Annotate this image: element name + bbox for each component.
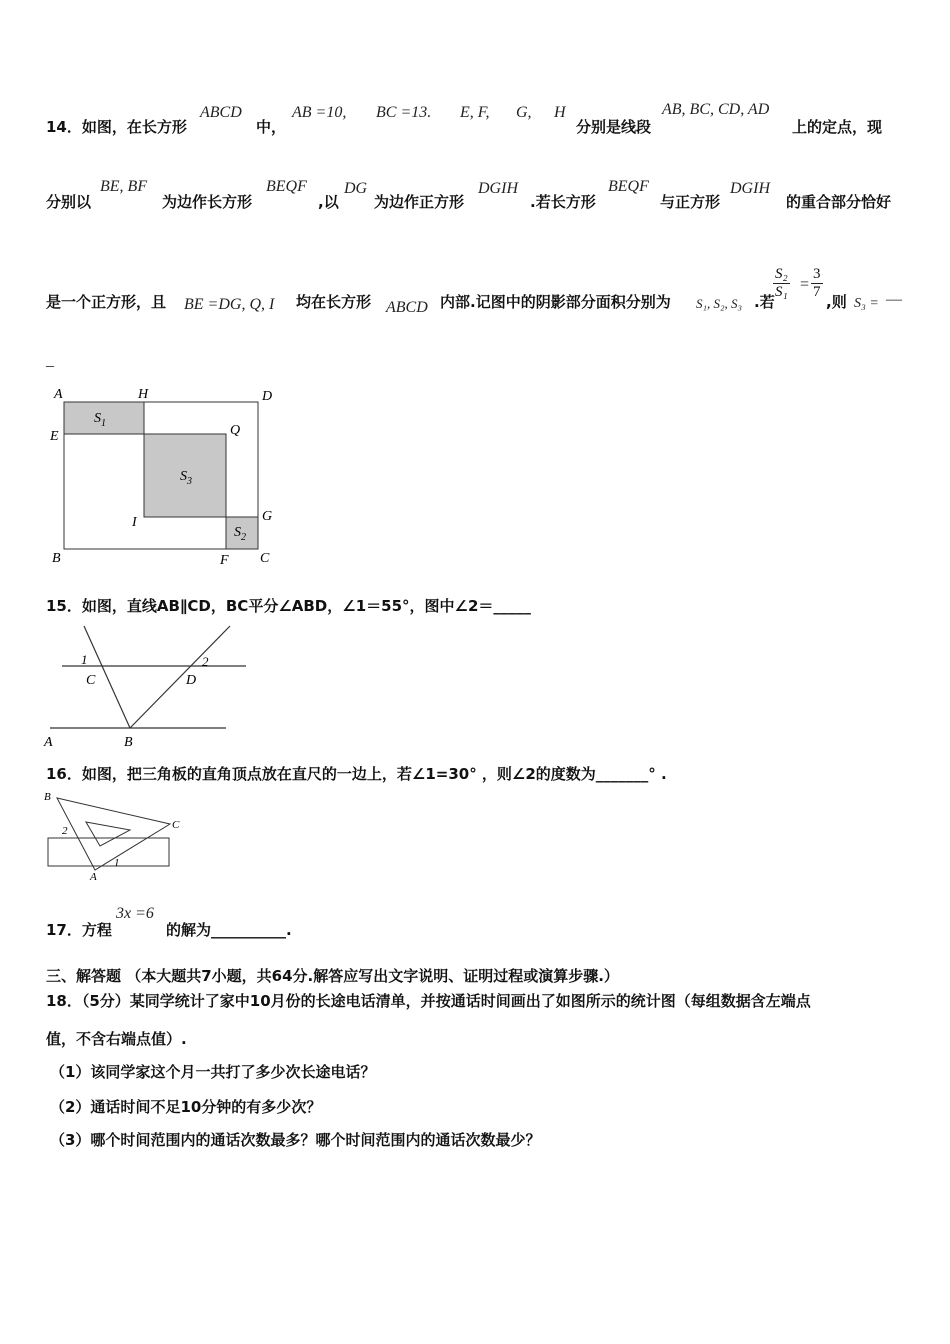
q14-figure — [40, 380, 290, 570]
s2-letter: S — [234, 525, 241, 540]
label-f: F — [220, 553, 229, 568]
q14-l3-t1: 均在长方形 — [296, 293, 372, 311]
label-e: E — [50, 429, 59, 444]
label-b: B — [44, 791, 51, 803]
q14-condition: BE =DG, Q, I — [184, 296, 275, 313]
label-angle-2: 2 — [202, 654, 209, 669]
label-a: A — [44, 735, 53, 750]
label-q: Q — [230, 423, 241, 438]
label-a: A — [54, 387, 63, 402]
q14-l2-t6: 的重合部分恰好 — [786, 193, 892, 211]
q14-fraction-3-7 — [811, 266, 823, 301]
q18-sub2: （2）通话时间不足10分钟的有多少次？ — [50, 1098, 322, 1116]
q14-be-bf: BE, BF — [100, 178, 148, 195]
q14-lead: 14．如图，在长方形 — [46, 118, 187, 136]
q14-frac-num-3: 3 — [813, 266, 821, 282]
q14-l2-t1: 为边作长方形 — [162, 193, 253, 211]
q14-s123: S₁, S₂, S₃ — [696, 296, 743, 311]
label-angle-2: 2 — [62, 825, 68, 837]
label-d: D — [262, 389, 273, 404]
q15-figure — [40, 622, 260, 750]
q14-l2-t3: 为边作正方形 — [374, 193, 465, 211]
q14-mid: 中， — [256, 118, 287, 136]
label-d: D — [186, 673, 197, 688]
q14-abcd: ABCD — [386, 299, 428, 316]
label-angle-1: 1 — [114, 857, 120, 869]
q14-l2-lead: 分别以 — [46, 193, 92, 211]
q14-dgih-2: DGIH — [730, 180, 770, 197]
s1-subscript: 1 — [101, 418, 106, 429]
label-i: I — [132, 515, 137, 530]
q18-line1: 18．（5分）某同学统计了家中10月份的长途电话清单，并按通话时间画出了如图所示的统计图（每组数据含左端点 — [46, 992, 811, 1010]
q17-equation: 3x =6 — [116, 905, 154, 922]
q14-tail: 上的定点，现 — [792, 118, 883, 136]
s1-letter: S — [94, 411, 101, 426]
label-h: H — [138, 387, 149, 402]
s3-letter: S — [180, 469, 187, 484]
s2-subscript: 2 — [241, 532, 246, 543]
q14-points-ef: E, F, — [460, 104, 490, 121]
q14-l2-t2: ,以 — [318, 193, 339, 211]
q14-l2-t5: 与正方形 — [660, 193, 721, 211]
label-c: C — [172, 819, 180, 831]
q14-l2-t4: .若长方形 — [530, 193, 596, 211]
label-b: B — [124, 735, 133, 750]
q14-equals: = — [800, 276, 810, 293]
q14-s3-equals: S₃ = — [854, 296, 879, 311]
q14-point-h: H — [554, 104, 566, 121]
label-c: C — [260, 551, 270, 566]
q14-pre: 分别是线段 — [576, 118, 652, 136]
q18-sub3: （3）哪个时间范围内的通话次数最多？哪个时间范围内的通话次数最少？ — [50, 1131, 541, 1149]
q14-l3-lead: 是一个正方形，且 — [46, 293, 167, 311]
label-c: C — [86, 673, 96, 688]
label-g: G — [262, 509, 273, 524]
q14-frac-den-7: 7 — [813, 284, 821, 300]
q17-tail: 的解为__________. — [166, 921, 292, 939]
q14-l3-t4: ,则 — [826, 293, 847, 311]
q14-point-g: G, — [516, 104, 532, 121]
section-title: 三、解答题 （本大题共7小题，共64分.解答应写出文字说明、证明过程或演算步骤.） — [46, 967, 619, 985]
q17-lead: 17．方程 — [46, 921, 112, 939]
q14-segments: AB, BC, CD, AD — [662, 101, 770, 118]
line-bd — [130, 626, 230, 728]
q14-dgih: DGIH — [478, 180, 518, 197]
q14-answer-blank: — — [886, 291, 902, 308]
q18-sub1: （1）该同学家这个月一共打了多少次长途电话？ — [50, 1063, 376, 1081]
q16-text: 16．如图，把三角板的直角顶点放在直尺的一边上，若∠1=30° ，则∠2的度数为_______° . — [46, 765, 667, 783]
label-a: A — [90, 871, 97, 883]
q14-rect-name: ABCD — [200, 104, 242, 121]
q14-frac-num: S₂ — [775, 266, 788, 282]
q14-fraction-s2-s1 — [773, 266, 790, 301]
q14-bc-length: BC =13. — [376, 104, 432, 121]
q14-beqf: BEQF — [266, 178, 307, 195]
q16-figure — [40, 788, 190, 884]
label-angle-1: 1 — [81, 652, 88, 667]
label-b: B — [52, 551, 61, 566]
s3-subscript: 3 — [187, 476, 192, 487]
q14-dg: DG — [344, 180, 368, 197]
q14-l3-t2: 内部.记图中的阴影部分面积分别为 — [440, 293, 671, 311]
q15-text: 15．如图，直线AB∥CD，BC平分∠ABD，∠1＝55°，图中∠2＝_____ — [46, 597, 531, 615]
q14-frac-den: S₁ — [775, 284, 788, 300]
q14-l3-t3: .若 — [754, 293, 775, 311]
q14-ab-length: AB =10, — [292, 104, 347, 121]
q14-beqf-2: BEQF — [608, 178, 649, 195]
q14-answer-blank-wrap: _ — [46, 352, 54, 369]
q18-line2: 值，不含右端点值）. — [46, 1030, 187, 1048]
